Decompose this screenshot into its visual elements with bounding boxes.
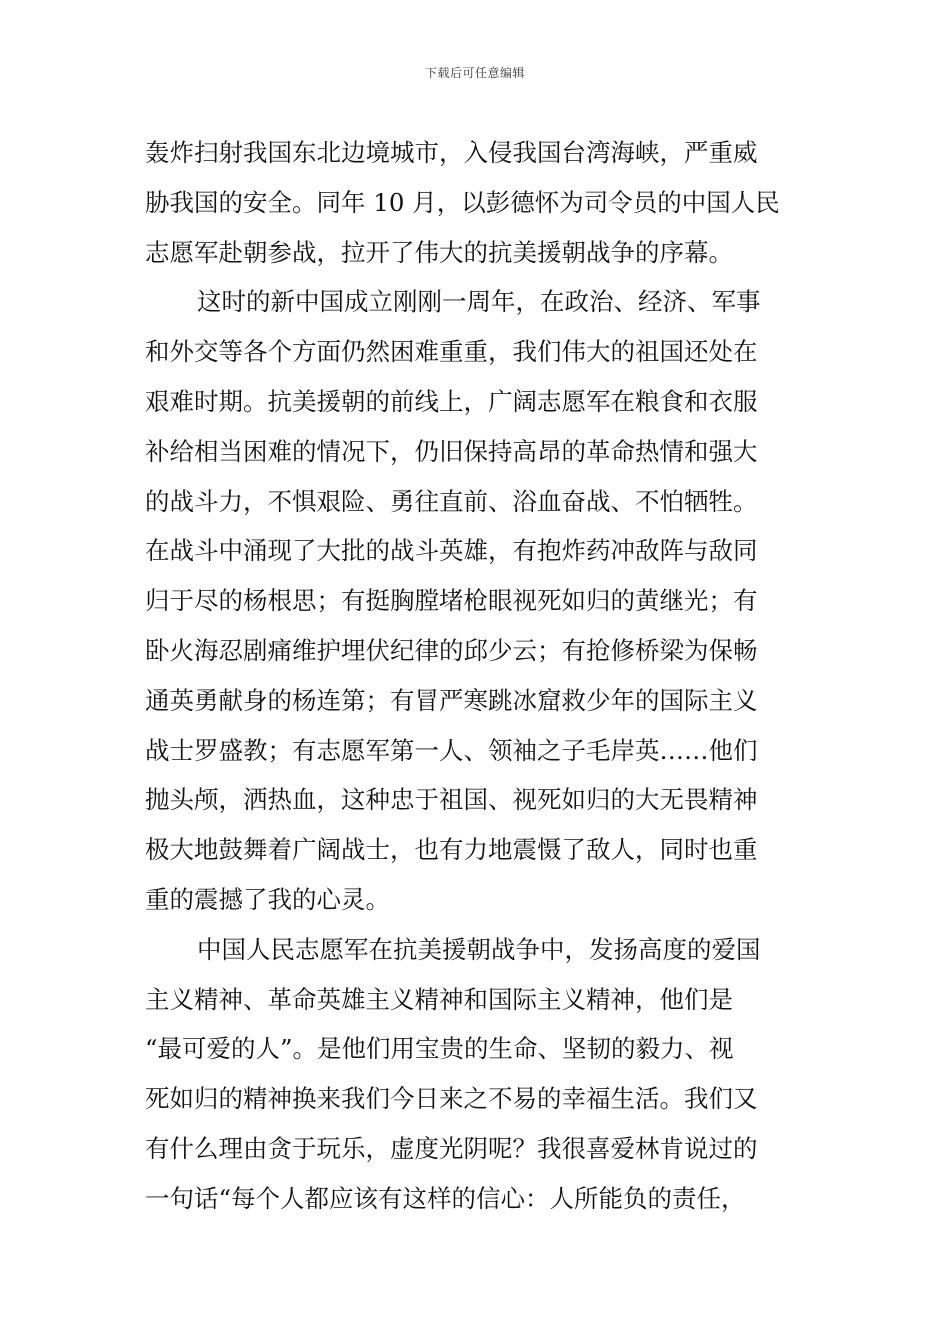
text-line: 战士罗盛教；有志愿军第一人、领袖之子毛岸英……他们	[145, 735, 758, 765]
text-line: 志愿军赴朝参战，拉开了伟大的抗美援朝战争的序幕。	[145, 237, 733, 267]
text-line: 归于尽的杨根思；有挺胸膛堵枪眼视死如归的黄继光；有	[145, 586, 758, 616]
text-line: 在战斗中涌现了大批的战斗英雄，有抱炸药冲敌阵与敌同	[145, 536, 758, 566]
text-line: 重的震撼了我的心灵。	[145, 884, 390, 914]
paragraph	[145, 925, 810, 1224]
text-line: 和外交等各个方面仍然困难重重，我们伟大的祖国还处在	[145, 337, 758, 367]
text-line: 极大地鼓舞着广阔战士，也有力地震慑了敌人，同时也重	[145, 835, 758, 865]
text-line: 艰难时期。抗美援朝的前线上，广阔志愿军在粮食和衣服	[145, 386, 758, 416]
text-line: 卧火海忍剧痛维护埋伏纪律的邱少云；有抢修桥梁为保畅	[145, 635, 758, 665]
body-text	[145, 128, 810, 1224]
text-line: 这时的新中国成立刚刚一周年，在政治、经济、军事	[197, 287, 761, 317]
text-line: 的战斗力，不惧艰险、勇往直前、浴血奋战、不怕牺牲。	[145, 486, 758, 516]
text-line: 轰炸扫射我国东北边境城市，入侵我国台湾海峡，严重威	[145, 138, 758, 167]
text-line: 有什么理由贪于玩乐，虚度光阴呢？我很喜爱林肯说过的	[145, 1133, 758, 1163]
text-line: 一句话“每个人都应该有这样的信心：人所能负的责任，	[145, 1183, 746, 1213]
text-line: 抛头颅，洒热血，这种忠于祖国、视死如归的大无畏精神	[145, 785, 758, 815]
text-line: “最可爱的人”。是他们用宝贵的生命、坚韧的毅力、视	[145, 1034, 734, 1064]
text-line: 主义精神、革命英雄主义精神和国际主义精神，他们是	[145, 984, 733, 1014]
paragraph	[145, 277, 810, 924]
text-line: 胁我国的安全。同年 10 月，以彭德怀为司令员的中国人民	[145, 187, 780, 217]
text-line: 中国人民志愿军在抗美援朝战争中，发扬高度的爱国	[197, 934, 761, 964]
header-note: 下载后可任意编辑	[424, 66, 525, 80]
paragraph	[145, 128, 810, 277]
text-line: 死如归的精神换来我们今日来之不易的幸福生活。我们又	[145, 1084, 758, 1114]
text-line: 通英勇献身的杨连第；有冒严寒跳冰窟救少年的国际主义	[145, 685, 758, 715]
text-line: 补给相当困难的情况下，仍旧保持高昂的革命热情和强大	[145, 436, 758, 466]
